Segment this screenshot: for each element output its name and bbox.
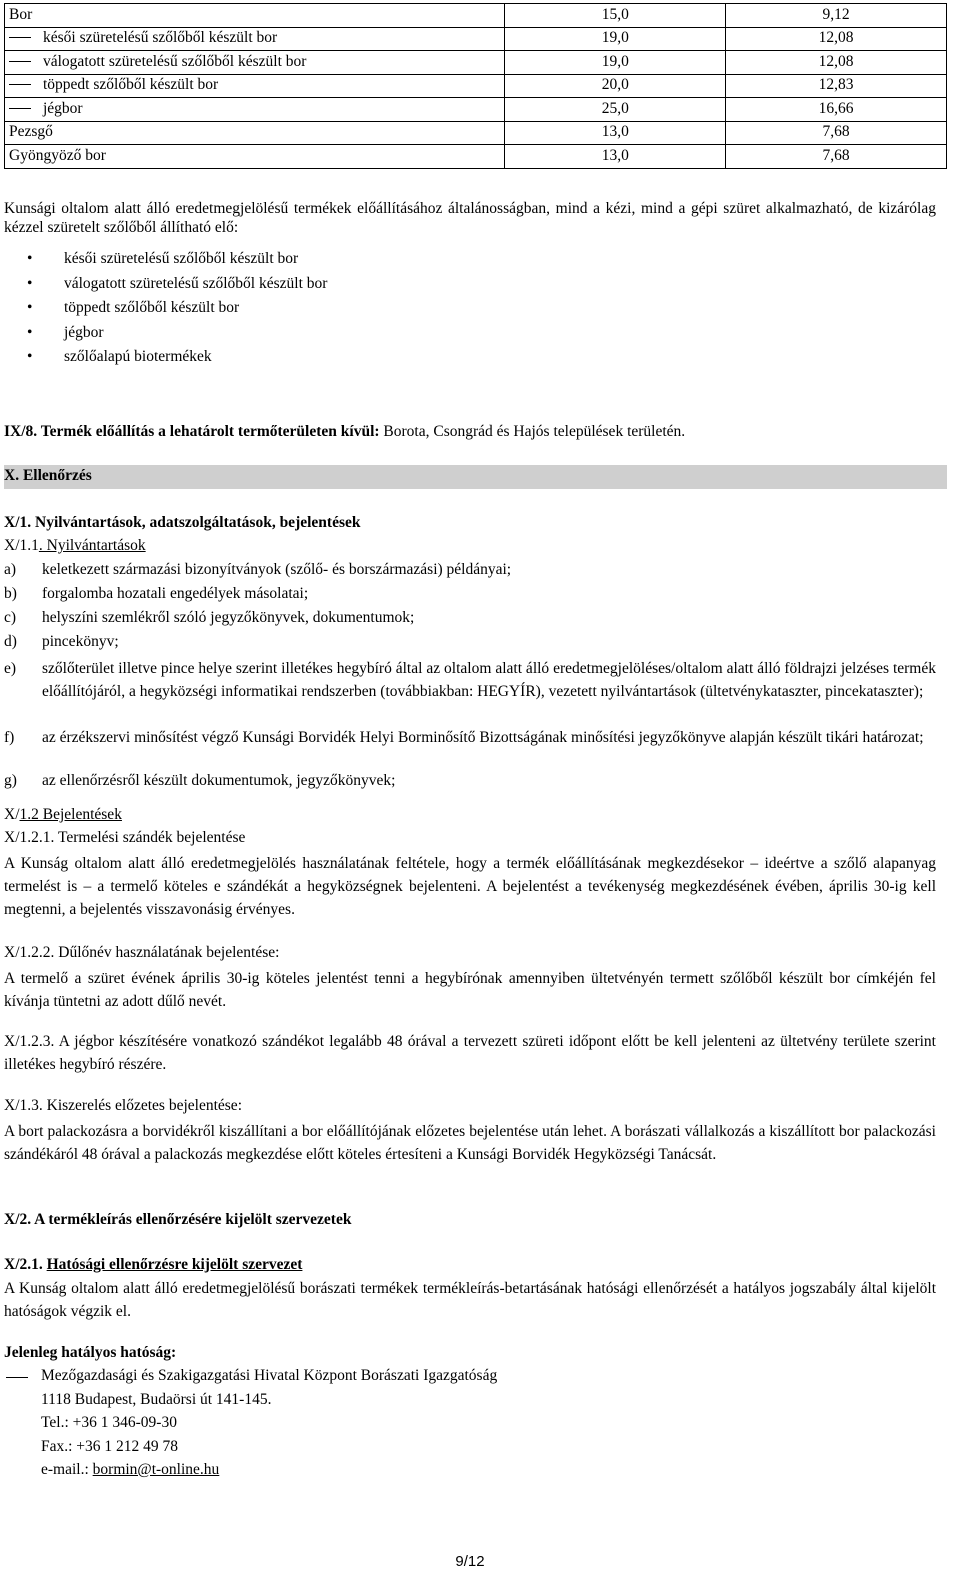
table-cell-value-b: 12,08 [726,27,947,51]
table-row [5,121,947,145]
table-row [5,98,947,122]
x1-heading: X/1. Nyilvántartások, adatszolgáltatások, bejelentések [4,514,361,531]
table-cell-value-b: 7,68 [726,121,947,145]
table-cell-name: válogatott szüretelésű szőlőből készült bor [5,51,505,75]
x11-heading-rest: . Nyilvántartások [38,537,146,554]
authority-email-line: e-mail.: bormin@t-online.hu [41,1461,220,1478]
authority-name-line: Mezőgazdasági és Szakigazgatási Hivatal Központ Borászati Igazgatóság [4,1367,936,1391]
table-cell-name: jégbor [5,98,505,122]
email-link[interactable]: bormin@t-online.hu [92,1461,220,1478]
table-cell-value-a: 19,0 [505,27,726,51]
x11-heading [4,537,936,556]
dash-icon [9,61,31,62]
table-cell-value-a: 15,0 [505,4,726,28]
bullet-list [4,250,936,373]
dash-icon [6,1377,28,1378]
table-row [5,145,947,169]
table-cell-name: Bor [5,4,505,28]
ix8-paragraph [4,423,936,442]
x13-title: X/1.3. Kiszerelés előzetes bejelentése: [4,1097,242,1114]
list-item: d) pincekönyv; [4,633,119,650]
intro-paragraph: Kunsági oltalom alatt álló eredetmegjelölésű termékek előállításához általánosságban, mind a kézi, mind a gépi szüret alkalmazható, de kizárólag kézzel szüretelt szőlőből állítható elő: [4,200,936,236]
table-cell-name: Pezsgő [5,121,505,145]
table-cell-value-b: 12,08 [726,51,947,75]
table-row [5,74,947,98]
list-item: • késői szüretelésű szőlőből készült bor [4,250,936,275]
list-item: e) szőlőterület illetve pince helye szerint illetékes hegybíró által az oltalom alatt álló eredetmegjelöléses/oltalom alatt álló földrajzi jelzéses termék előállítójáról, a hegyközségi informatikai rendszerben (továbbiakban: HEGYÍR), vezetett nyilvántartások (ültetvénykataszter, pincekataszter); [4,660,936,700]
dash-icon [9,108,31,109]
page-number: 9/12 [455,1553,485,1570]
wine-alcohol-table [4,3,947,169]
table-cell-value-b: 7,68 [726,145,947,169]
authority-block [4,1367,936,1485]
table-cell-value-a: 13,0 [505,145,726,169]
table-row [5,51,947,75]
section-x-bar [4,465,947,489]
list-item: g) az ellenőrzésről készült dokumentumok, jegyzőkönyvek; [4,772,396,789]
ix8-heading: IX/8. Termék előállítás a lehatárolt termőterületen kívül: [4,423,380,440]
x123-text: X/1.2.3. A jégbor készítésére vonatkozó szándékot legalább 48 órával a tervezett szüreti időpont előtt be kell jelenteni az ültetvény területe szerint illetékes hegybíró részére. [4,1033,936,1073]
x2-heading: X/2. A termékleírás ellenőrzésére kijelölt szervezetek [4,1211,352,1228]
table-cell-name: késői szüretelésű szőlőből készült bor [5,27,505,51]
table-cell-value-a: 13,0 [505,121,726,145]
list-item: • szőlőalapú biotermékek [4,348,936,373]
x122-text: A termelő a szüret évének április 30-ig köteles jelentést tenni a hegybírónak amennyiben ültetvényén termett szőlőből készült bor címkéjén fel kívánja tüntetni az adott dűlő nevét. [4,970,936,1010]
authority-address: 1118 Budapest, Budaörsi út 141-145. [41,1390,272,1408]
x11-list [4,561,936,796]
authority-heading: Jelenleg hatályos hatóság: [4,1344,177,1361]
dash-icon [9,84,31,85]
authority-tel: Tel.: +36 1 346-09-30 [41,1414,177,1431]
ix8-text: Borota, Csongrád és Hajós települések területén. [379,423,686,440]
x21-heading: X/2.1. Hatósági ellenőrzésre kijelölt szervezet [4,1256,303,1273]
list-item: • válogatott szüretelésű szőlőből készült bor [4,275,936,300]
dash-icon [9,37,31,38]
x122-title: X/1.2.2. Dűlőnév használatának bejelentése: [4,944,280,961]
x12-heading: X/1.2 Bejelentések [4,806,122,823]
list-item: • jégbor [4,324,936,349]
x11-heading-prefix: X/1.1 [4,537,39,554]
x121-text: A Kunság oltalom alatt álló eredetmegjelölés használatának feltétele, hogy a termék előállításának megkezdésekor – ideértve a szőlő alapanyag termelést is – a termelő köteles e szándékát a hegyközségnek bejelenteni. A bejelentést a tevékenység megkezdésének évében, április 30-ig kell megtenni, a bejelentés visszavonásig érvényes. [4,855,936,918]
table-cell-value-b: 12,83 [726,74,947,98]
table-cell-name: Gyöngyöző bor [5,145,505,169]
table-row [5,27,947,51]
list-item: • töppedt szőlőből készült bor [4,299,936,324]
list-item: a) keletkezett származási bizonyítványok (szőlő- és borszármazási) példányai; [4,561,512,578]
list-item: b) forgalomba hozatali engedélyek másolatai; [4,585,309,602]
list-item: c) helyszíni szemlékről szóló jegyzőkönyvek, dokumentumok; [4,609,415,626]
x13-text: A bort palackozásra a borvidékről kiszállítani a bor előállítójának előzetes bejelentése után lehet. A borászati vállalkozás a kiszállított bor palackozási szándékáról 48 órával a palackozás megkezdése előtt köteles értesíteni a Kunsági Borvidék Hegyközségi Tanácsát. [4,1123,936,1163]
authority-fax: Fax.: +36 1 212 49 78 [41,1437,179,1455]
list-item: f) az érzékszervi minősítést végző Kunsági Borvidék Helyi Borminősítő Bizottságának minősítési jegyzőkönyve alapján készült tikári határozat; [4,729,924,746]
table-cell-value-b: 9,12 [726,4,947,28]
table-cell-value-b: 16,66 [726,98,947,122]
table-cell-name: töppedt szőlőből készült bor [5,74,505,98]
table-cell-value-a: 19,0 [505,51,726,75]
x21-text: A Kunság oltalom alatt álló eredetmegjelölésű borászati termékek termékleírás-betartásának hatósági ellenőrzését a hatályos jogszabály által kijelölt hatóságok végzik el. [4,1280,936,1320]
section-x-title: X. Ellenőrzés [4,467,92,484]
table-cell-value-a: 25,0 [505,98,726,122]
table-row [5,4,947,28]
table-cell-value-a: 20,0 [505,74,726,98]
x121-title: X/1.2.1. Termelési szándék bejelentése [4,829,246,846]
